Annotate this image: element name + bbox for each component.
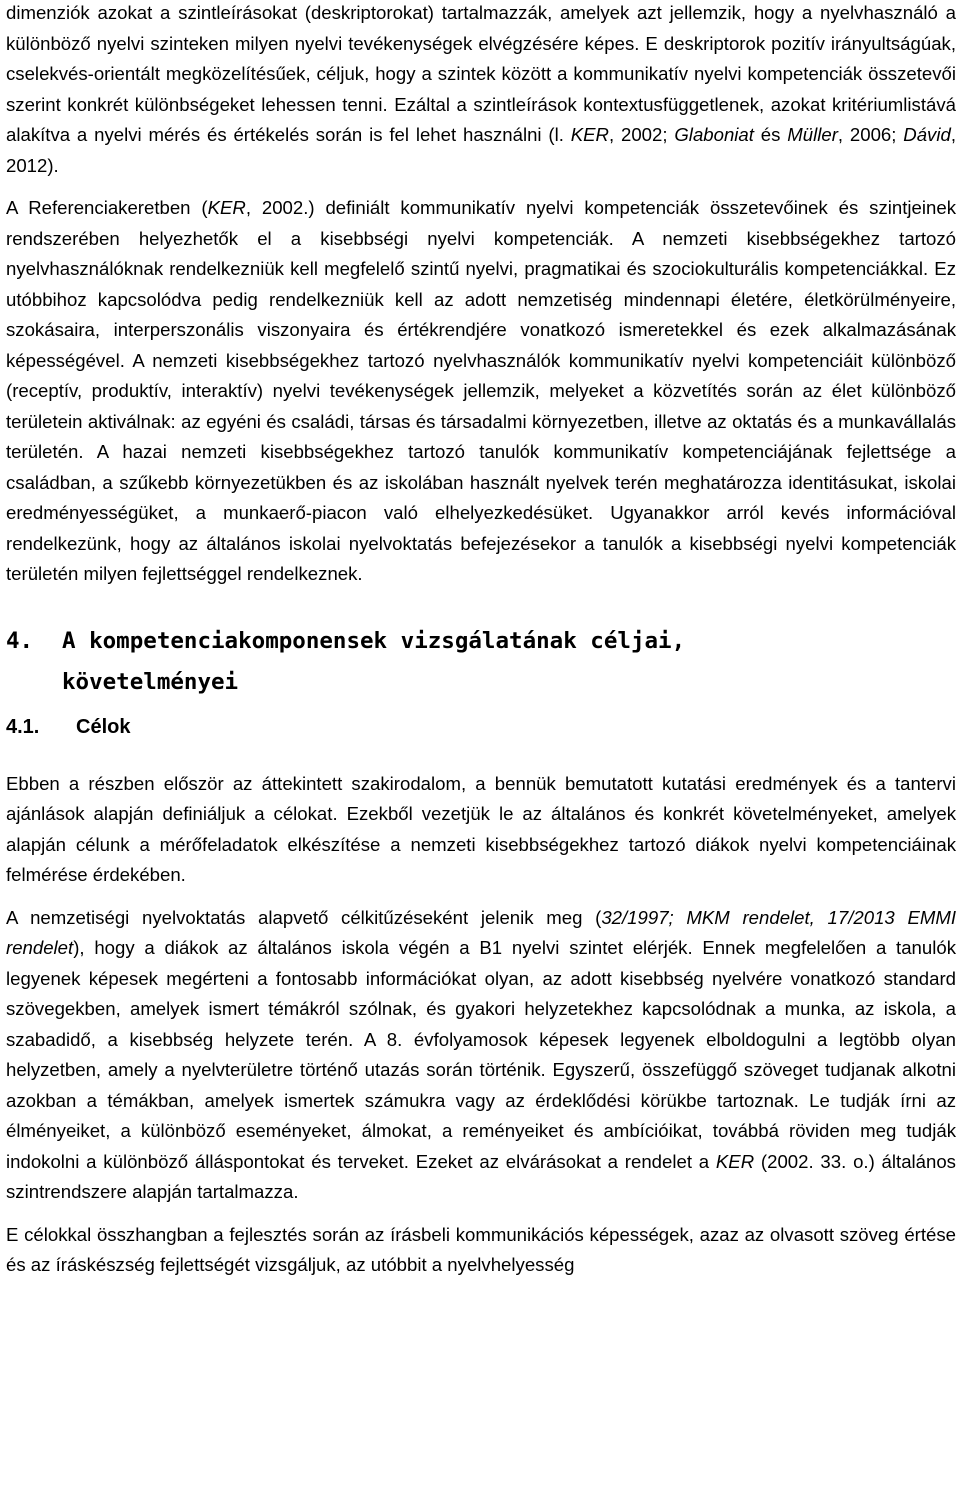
italic-citation: Müller [787, 124, 838, 145]
text-run: és [753, 124, 788, 145]
italic-citation: Glaboniat [674, 124, 754, 145]
subsection-heading-4-1 [6, 713, 956, 741]
paragraph-descriptors [6, 0, 956, 181]
italic-citation: KER [207, 197, 246, 218]
section-number: 4. [6, 627, 34, 654]
text-run: , 2012). [6, 124, 956, 176]
italic-citation: 32/1997; MKM rendelet, 17/2013 EMMI rendelet [6, 906, 956, 958]
italic-citation: KER [570, 124, 609, 145]
text-run: (2002. 33. o.) általános szintrendszere alapján tartalmazza. [6, 1150, 956, 1202]
text-run: A Referenciakeretben ( [6, 197, 208, 218]
section-heading-4 [6, 621, 956, 703]
paragraph-written-communication [6, 1220, 956, 1281]
subsection-title: Célok [76, 715, 131, 738]
paragraph-language-teaching-goals [6, 903, 956, 1208]
text-run: dimenziók azokat a szintleírásokat (deskriptorokat) tartalmazzák, amelyek azt jellemzik, hogy a nyelvhasználó a különböző nyelvi szinteken milyen nyelvi tevékenységek elvégzésére képes. E deskriptorok pozitív irányultságúak, cselekvés-orientált megközelítésűek, céljuk, hogy a szintek között a kommunikatív nyelvi kompetenciák összetevői szerint konkrét különbségeket lehessen tenni. Ezáltal a szintleírások kontextusfüggetlenek, azokat kritériumlistává alakítva a nyelvi mérés és értékelés során is fel lehet használni (l. [6, 2, 956, 145]
subsection-number: 4.1. [6, 715, 40, 738]
italic-citation: Dávid [903, 124, 951, 145]
text-run: ), hogy a diákok az általános iskola végén a B1 nyelvi szintet elérjék. Ennek megfelelően a tanulók legyenek képesek megérteni a fontosabb információkat olyan, az adott kisebbség nyelvére vonatkozó standard szövegekben, amelyek ismert témákról szólnak, és gyakori helyzetekhez kapcsolódnak a munka, az iskola, a szabadidő, a kisebbség helyzete terén. A 8. évfolyamosok képesek legyenek elboldogulni a legtöbb olyan helyzetben, amely a nyelvterületre történő utazás során történik. Egyszerű, összefüggő szöveget tudjanak alkotni azokban a témákban, amelyek ismertek számukra vagy az érdeklődési körükbe tartoznak. Le tudják írni az élményeiket, a különböző eseményeket, álmokat, a reményeiket és ambícióikat, továbbá röviden meg tudják indokolni a különböző álláspontokat és terveket. Ezeket az elvárásokat a rendelet a [6, 937, 956, 1172]
text-run: , 2002; [608, 124, 675, 145]
italic-citation: KER [715, 1150, 755, 1172]
paragraph-goals-intro [6, 769, 956, 891]
section-title: A kompetenciakomponensek vizsgálatának céljai, követelményei [62, 627, 686, 695]
paragraph-reference-framework [6, 193, 956, 590]
text-run: E célokkal összhangban a fejlesztés során az írásbeli kommunikációs képességek, azaz az olvasott szöveg értése és az íráskészség fejlettségét vizsgáljuk, az utóbbit a nyelvhelyesség [6, 1223, 956, 1275]
text-run: , 2006; [837, 124, 904, 145]
text-run: Ebben a részben először az áttekintett szakirodalom, a bennük bemutatott kutatási eredmények és a tantervi ajánlások alapján definiáljuk a célokat. Ezekből vezetjük le az általános és konkrét követelményeket, amelyek alapján célunk a mérőfeladatok elkészítése a nemzeti kisebbségekhez tartozó diákok nyelvi kompetenciáinak felmérése érdekében. [6, 772, 956, 885]
text-run: A nemzetiségi nyelvoktatás alapvető célkitűzéseként jelenik meg ( [6, 906, 602, 928]
text-run: , 2002.) definiált kommunikatív nyelvi kompetenciák összetevőinek és szintjeinek rendszerében helyezhetők el a kisebbségi nyelvi kompetenciák. A nemzeti kisebbségekhez tartozó nyelvhasználóknak rendelkezniük kell megfelelő szintű nyelvi, pragmatikai és szociokulturális kompetenciákkal. Ez utóbbihoz kapcsolódva pedig rendelkezniük kell az adott nemzetiség mindennapi életére, életkörülményeire, szokásaira, interperszonális viszonyaira és értékrendjére vonatkozó ismeretekkel és ezek alkalmazásának képességével. A nemzeti kisebbségekhez tartozó nyelvhasználók kommunikatív nyelvi kompetenciáit különböző (receptív, produktív, interaktív) nyelvi tevékenységek jellemzik, melyeket a közvetítés során az élet különböző területein aktiválnak: az egyéni és családi, társas és társadalmi környezetben, illetve az oktatás és a munkavállalás területén. A hazai nemzeti kisebbségekhez tartozó tanulók kommunikatív kompetenciájának fejlettsége a családban, a szűkebb környezetükben és az iskolában használt nyelvek terén meghatározza identitásukat, iskolai eredményességüket, a munkaerő-piacon való elhelyezkedésüket. Ugyanakkor arról kevés információval rendelkezünk, hogy az általános iskolai nyelvoktatás befejezésekor a tanulók a kisebbségi nyelvi kompetenciák területén milyen fejlettséggel rendelkeznek. [6, 197, 956, 584]
document-page [6, 0, 956, 1281]
